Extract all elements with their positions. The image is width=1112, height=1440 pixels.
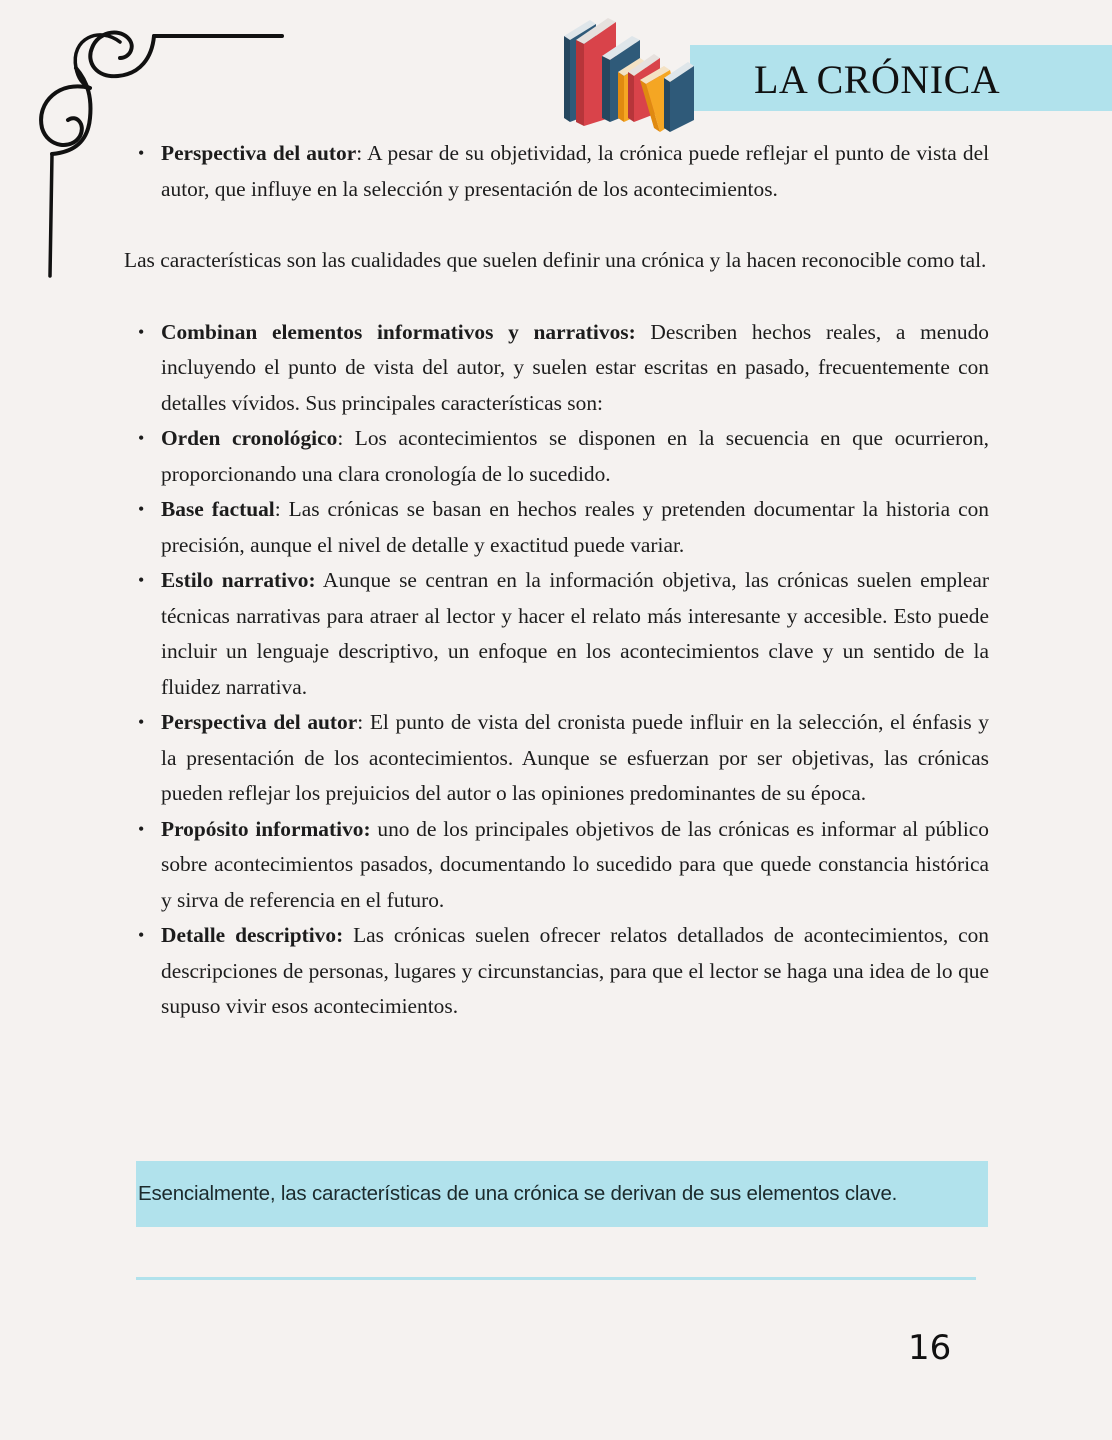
bullet-icon: • xyxy=(138,712,145,732)
list-item-text: uno de los principales objetivos de las crónicas es informar al público sobre acontecimientos pasados, documentando lo sucedido para que quede constancia histórica y sirva de referencia en el futuro. xyxy=(161,816,989,912)
main-content xyxy=(124,136,989,1025)
page-number: 16 xyxy=(908,1328,952,1368)
list-item-text: Los acontecimientos se disponen en la secuencia en que ocurrieron, proporcionando una clara cronología de lo sucedido. xyxy=(161,426,989,486)
intro-list xyxy=(124,136,989,207)
list-item-term: Perspectiva del autor xyxy=(161,710,358,734)
list-item: • Perspectiva del autor: A pesar de su objetividad, la crónica puede reflejar el punto de vista del autor, que influye en la selección y presentación de los acontecimientos. xyxy=(124,136,989,207)
list-item-text: A pesar de su objetividad, la crónica puede reflejar el punto de vista del autor, que influye en la selección y presentación de los acontecimientos. xyxy=(161,141,990,201)
characteristics-list xyxy=(124,315,989,1025)
list-item-term: Base factual xyxy=(161,497,275,521)
list-item: • Base factual: Las crónicas se basan en hechos reales y pretenden documentar la historia con precisión, aunque el nivel de detalle y exactitud puede variar. xyxy=(124,492,989,563)
books-icon xyxy=(560,14,700,134)
bullet-icon: • xyxy=(138,499,145,519)
list-item-text: El punto de vista del cronista puede influir en la selección, el énfasis y la presentación de los acontecimientos. Aunque se esfuerzan por ser objetivas, las crónicas pueden reflejar los prejuicios del autor o las opiniones predominantes de su época. xyxy=(161,710,989,805)
list-item-term: Estilo narrativo: xyxy=(161,568,316,592)
list-item-term: Combinan elementos informativos y narrativos: xyxy=(161,319,636,344)
highlight-box xyxy=(136,1161,988,1227)
highlight-text: Esencialmente, las características de una crónica se derivan de sus elementos clave. xyxy=(138,1182,898,1205)
list-item-text: Describen hechos reales, a menudo incluyendo el punto de vista del autor, y suelen estar escritas en pasado, frecuentemente con detalles vívidos. Sus principales características son: xyxy=(161,319,989,415)
bullet-icon: • xyxy=(138,143,145,163)
list-item xyxy=(124,812,989,919)
list-item-text: Las crónicas se basan en hechos reales y pretenden documentar la historia con precisión, aunque el nivel de detalle y exactitud puede variar. xyxy=(161,497,989,557)
list-item-term: Propósito informativo: xyxy=(161,816,371,841)
list-item xyxy=(124,315,989,422)
list-item: • Perspectiva del autor: El punto de vista del cronista puede influir en la selección, el énfasis y la presentación de los acontecimientos. Aunque se esfuerzan por ser objetivas, las crónicas pueden reflejar los prejuicios del autor o las opiniones predominantes de su época. xyxy=(124,705,989,812)
list-item-term: Perspectiva del autor xyxy=(161,141,357,165)
list-item-text: Aunque se centran en la información objetiva, las crónicas suelen emplear técnicas narrativas para atraer al lector y hacer el relato más interesante y accesible. Esto puede incluir un lenguaje descriptivo, un enfoque en los acontecimientos clave y un sentido de la fluidez narrativa. xyxy=(161,568,989,699)
list-item: • Orden cronológico: Los acontecimientos se disponen en la secuencia en que ocurrieron, proporcionando una clara cronología de lo sucedido. xyxy=(124,421,989,492)
bullet-icon: • xyxy=(138,925,145,945)
intro-paragraph: Las características son las cualidades que suelen definir una crónica y la hacen reconocible como tal. xyxy=(124,248,987,272)
list-item xyxy=(124,563,989,705)
list-item-term: Detalle descriptivo: xyxy=(161,923,344,947)
page-title: LA CRÓNICA xyxy=(754,57,1001,102)
list-item-text: Las crónicas suelen ofrecer relatos detallados de acontecimientos, con descripciones de personas, lugares y circunstancias, para que el lector se haga una idea de lo que supuso vivir esos acontecimientos. xyxy=(161,923,989,1018)
bullet-icon: • xyxy=(138,818,145,839)
bullet-icon: • xyxy=(138,570,145,590)
list-item-term: Orden cronológico xyxy=(161,426,338,450)
bullet-icon: • xyxy=(138,321,145,342)
list-item xyxy=(124,918,989,1025)
bullet-icon: • xyxy=(138,428,145,448)
divider xyxy=(136,1277,976,1280)
